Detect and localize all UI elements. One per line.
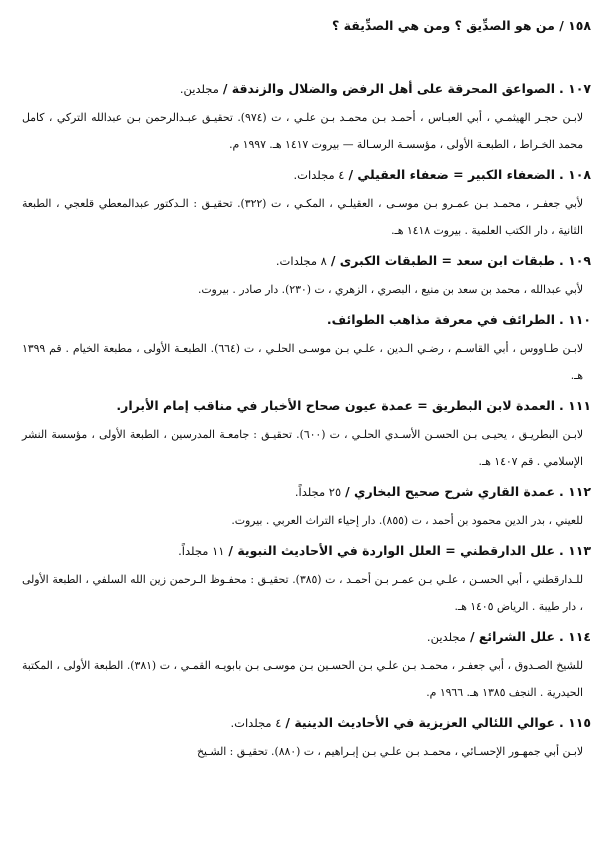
- entry-number: ١١٥ .: [559, 715, 591, 730]
- entry-title: علل الدارقطني = العلل الواردة في الأحاديث النبوية /: [228, 543, 556, 558]
- bibliography-entry: [22, 541, 591, 620]
- entry-citation: للـدارقطني ، أبي الحسـن ، علـي بـن عمـر بـن أحمـد ، ت (٣٨٥). تحقيـق : محفـوظ الـرحمن زين الله السلفي ، الطبعة الأولى ، دار طيبة . الرياض ١٤٠٥ هـ.: [22, 573, 583, 613]
- running-header: ١٥٨ / من هو الصدِّيق ؟ ومن هي الصدِّيقة ؟: [332, 18, 591, 33]
- entry-number: ١٠٩ .: [559, 253, 591, 268]
- entry-number: ١١٤ .: [559, 629, 591, 644]
- bibliography-entry: [22, 713, 591, 765]
- entry-heading: [22, 165, 591, 185]
- book-page: [22, 12, 591, 841]
- entry-citation: لابـن حجـر الهيثمـي ، أبي العبـاس ، أحمـد بـن محمـد بـن علـي ، ت (٩٧٤). تحقيـق عبـدالرحمن بـن عبدالله التركي ، كامل محمد الخـراط ، الطبعـة الأولى ، مؤسسـة الرسـالة — بيروت ١٤١٧ هـ. ١٩٩٧ م.: [22, 111, 583, 151]
- entry-citation: لأبي عبدالله ، محمد بن سعد بن منيع ، البصري ، الزهري ، ت (٢٣٠). دار صادر . بيروت.: [197, 283, 583, 296]
- bibliography-entry: [22, 627, 591, 706]
- entry-volumes: مجلدين.: [426, 630, 466, 644]
- entry-citation: للشيخ الصـدوق ، أبي جعفـر ، محمـد بـن علـي بـن الحسـين بـن موسـى بـن بابويـه القمـي ، ت (٣٨١). الطبعة الأولى ، المكتبة الحيدرية . النجف ١٣٨٥ هـ. ١٩٦٦ م.: [22, 659, 584, 699]
- entry-number: ١٠٨ .: [559, 167, 591, 182]
- entry-number: ١١٠ .: [559, 312, 591, 327]
- entry-title: عوالي اللئالي العزيزية في الأحاديث الدينية /: [285, 715, 556, 730]
- entry-volumes: مجلدين.: [179, 82, 219, 96]
- entry-citation: لابـن أبي جمهـور الإحسـائي ، محمـد بـن علـي بـن إبـراهيم ، ت (٨٨٠). تحقيـق : الشـيخ: [196, 745, 583, 758]
- bibliography-entry: [22, 310, 591, 389]
- entry-title: عمدة القاري شرح صحيح البخاري /: [345, 484, 556, 499]
- entry-title: طبقات ابن سعد = الطبقات الكبرى /: [330, 253, 556, 268]
- entry-number: ١١٣ .: [559, 543, 591, 558]
- bibliography-entry: [22, 251, 591, 303]
- entry-citation: للعيني ، بدر الدين محمود بن أحمد ، ت (٨٥٥). دار إحياء التراث العربي . بيروت.: [231, 514, 583, 527]
- entry-title: العمدة لابن البطريق = عمدة عيون صحاح الأخبار في مناقب إمام الأبرار.: [116, 398, 556, 413]
- entry-volumes: ١١ مجلداً.: [178, 544, 225, 558]
- entry-heading: [22, 713, 591, 733]
- entry-heading: [22, 627, 591, 647]
- entry-volumes: ٤ مجلدات.: [230, 716, 282, 730]
- entry-volumes: ٢٥ مجلداً.: [294, 485, 342, 499]
- entry-citation: لابـن طـاووس ، أبي القاسـم ، رضـي الـدين ، علـي بـن موسـى الحلـي ، ت (٦٦٤). الطبعـة الأولى ، مطبعة الخيام . قم ١٣٩٩ هـ.: [22, 342, 583, 382]
- entry-heading: [22, 541, 591, 561]
- entry-title: الضعفاء الكبير = ضعفاء العقيلي /: [348, 167, 556, 182]
- entry-number: ١١٢ .: [559, 484, 591, 499]
- bibliography-entry: [22, 396, 591, 475]
- entry-citation: لأبي جعفـر ، محمـد بـن عمـرو بـن موسـى ، العقيلـي ، المكـي ، ت (٣٢٢). تحقيـق : الـدكتور عبدالمعطي قلعجي ، الطبعة الثانية ، دار الكتب العلمية . بيروت ١٤١٨ هـ.: [22, 197, 583, 237]
- entry-citation: لابـن البطريـق ، يحيـى بـن الحسـن الأسـدي الحلـي ، ت (٦٠٠). تحقيـق : جامعـة المدرسين ، الطبعة الأولى ، مؤسسة النشر الإسلامي . قم ١٤٠٧ هـ.: [22, 428, 583, 468]
- entry-title: علل الشرائع /: [469, 629, 556, 644]
- entry-number: ١٠٧ .: [559, 81, 591, 96]
- entry-heading: [22, 310, 591, 330]
- entry-title: الصواعق المحرقة على أهل الرفض والضلال والزندقة /: [222, 81, 556, 96]
- entry-heading: [22, 79, 591, 99]
- entry-volumes: ٤ مجلدات.: [293, 168, 345, 182]
- bibliography-entry: [22, 482, 591, 534]
- bibliography-entry: [22, 165, 591, 244]
- bibliography-entry: [22, 79, 591, 158]
- entry-volumes: ٨ مجلدات.: [275, 254, 327, 268]
- entry-heading: [22, 251, 591, 271]
- entry-title: الطرائف في معرفة مذاهب الطوائف.: [326, 312, 556, 327]
- entry-heading: [22, 396, 591, 416]
- entry-heading: [22, 482, 591, 502]
- entry-number: ١١١ .: [559, 398, 591, 413]
